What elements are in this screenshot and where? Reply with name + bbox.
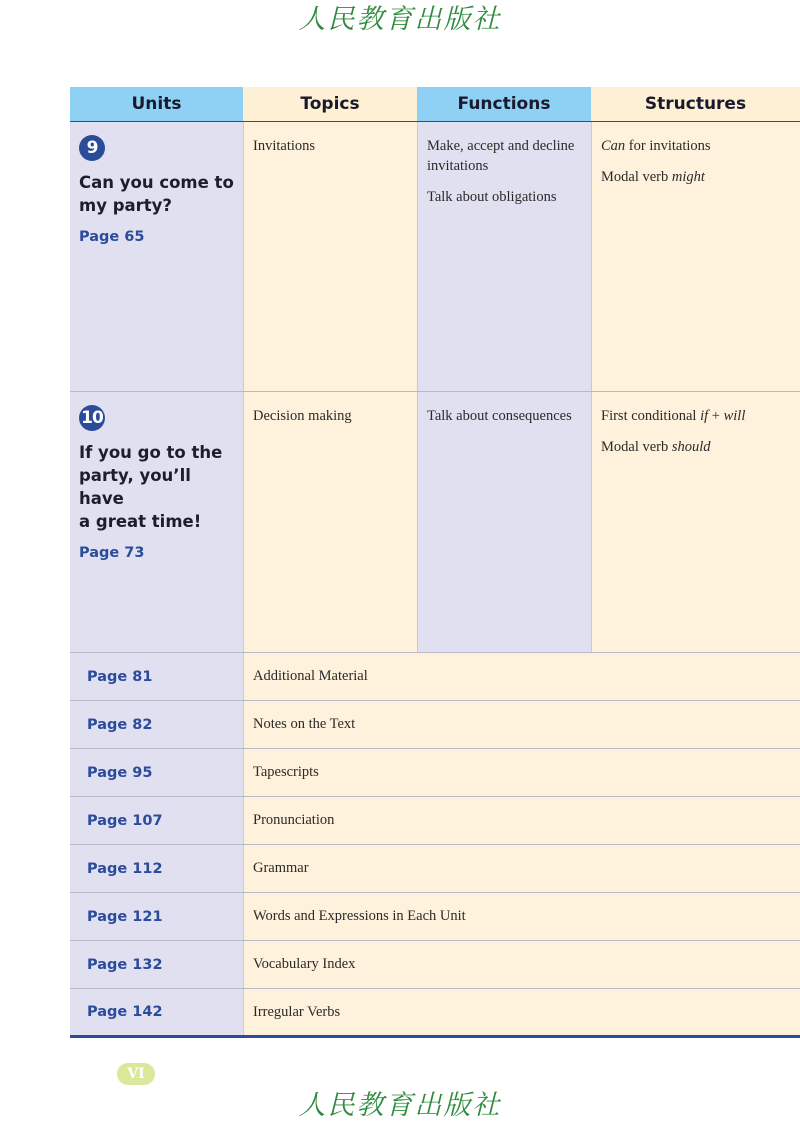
- appendix-row: [70, 653, 800, 701]
- header-functions: Functions: [417, 87, 591, 121]
- appendix-row: [70, 941, 800, 989]
- functions-cell: [417, 122, 591, 391]
- appendix-page-link[interactable]: Page 95: [70, 749, 243, 796]
- structure-text: First conditional: [601, 408, 701, 424]
- appendix-page-link[interactable]: Page 142: [70, 989, 243, 1035]
- unit-cell: [70, 122, 243, 391]
- unit-title-line: my party?: [79, 196, 172, 215]
- appendix-page-link[interactable]: Page 82: [70, 701, 243, 748]
- structures-cell: [591, 392, 800, 652]
- publisher-logo-top: 人民教育出版社: [298, 4, 502, 35]
- appendix-title: Grammar: [243, 845, 800, 892]
- structure-text: +: [708, 408, 724, 424]
- appendix-title: Words and Expressions in Each Unit: [243, 893, 800, 940]
- unit-title-line: If you go to the: [79, 443, 223, 462]
- appendix-row: [70, 989, 800, 1038]
- unit-cell: [70, 392, 243, 652]
- topic-text: Decision making: [253, 408, 352, 424]
- structure-italic: if: [700, 408, 709, 424]
- structure-item: [601, 136, 792, 156]
- structure-italic: will: [723, 408, 746, 424]
- appendix-title: Pronunciation: [243, 797, 800, 844]
- functions-cell: [417, 392, 591, 652]
- table-header: [70, 87, 800, 122]
- appendix-row: [70, 749, 800, 797]
- appendix-page-link[interactable]: Page 121: [70, 893, 243, 940]
- unit-row-9: [70, 122, 800, 392]
- structure-item: [601, 437, 792, 457]
- appendix-row: [70, 845, 800, 893]
- page-number-badge: VI: [117, 1063, 155, 1085]
- structure-italic: might: [671, 169, 705, 185]
- unit-title-line: a great time!: [79, 512, 202, 531]
- appendix-title: Vocabulary Index: [243, 941, 800, 988]
- header-units: Units: [70, 87, 243, 121]
- appendix-page-link[interactable]: Page 112: [70, 845, 243, 892]
- unit-title-line: Can you come to: [79, 173, 234, 192]
- appendix-title: Tapescripts: [243, 749, 800, 796]
- function-item: Talk about consequences: [427, 408, 572, 424]
- topic-cell: [243, 122, 417, 391]
- appendix-page-link[interactable]: Page 132: [70, 941, 243, 988]
- topic-text: Invitations: [253, 138, 316, 154]
- header-topics: Topics: [243, 87, 417, 121]
- structure-item: [601, 406, 792, 426]
- unit-number-badge: 10: [79, 405, 105, 431]
- structure-italic: Can: [601, 138, 626, 154]
- appendix-page-link[interactable]: Page 107: [70, 797, 243, 844]
- unit-number-badge: 9: [79, 135, 105, 161]
- structure-text: Modal verb: [601, 439, 672, 455]
- unit-title: [79, 441, 235, 533]
- structure-text: Modal verb: [601, 169, 672, 185]
- unit-title-line: party, you’ll have: [79, 466, 191, 508]
- function-item: Make, accept and decline invitations: [427, 138, 575, 174]
- unit-row-10: [70, 392, 800, 653]
- appendix-row: [70, 797, 800, 845]
- structure-italic: should: [671, 439, 711, 455]
- topic-cell: [243, 392, 417, 652]
- appendix-page-link[interactable]: Page 81: [70, 653, 243, 700]
- contents-table: [70, 87, 800, 1038]
- structure-item: [601, 167, 792, 187]
- header-structures: Structures: [591, 87, 800, 121]
- appendix-row: [70, 893, 800, 941]
- appendix-title: Notes on the Text: [243, 701, 800, 748]
- structure-text: for invitations: [625, 138, 711, 154]
- appendix-title: Additional Material: [243, 653, 800, 700]
- unit-page-link[interactable]: Page 65: [79, 229, 145, 245]
- publisher-logo-bottom: 人民教育出版社: [298, 1090, 502, 1121]
- function-item: Talk about obligations: [427, 189, 557, 205]
- unit-title: [79, 171, 235, 217]
- appendix-row: [70, 701, 800, 749]
- unit-page-link[interactable]: Page 73: [79, 545, 145, 561]
- structures-cell: [591, 122, 800, 391]
- appendix-title: Irregular Verbs: [243, 989, 800, 1035]
